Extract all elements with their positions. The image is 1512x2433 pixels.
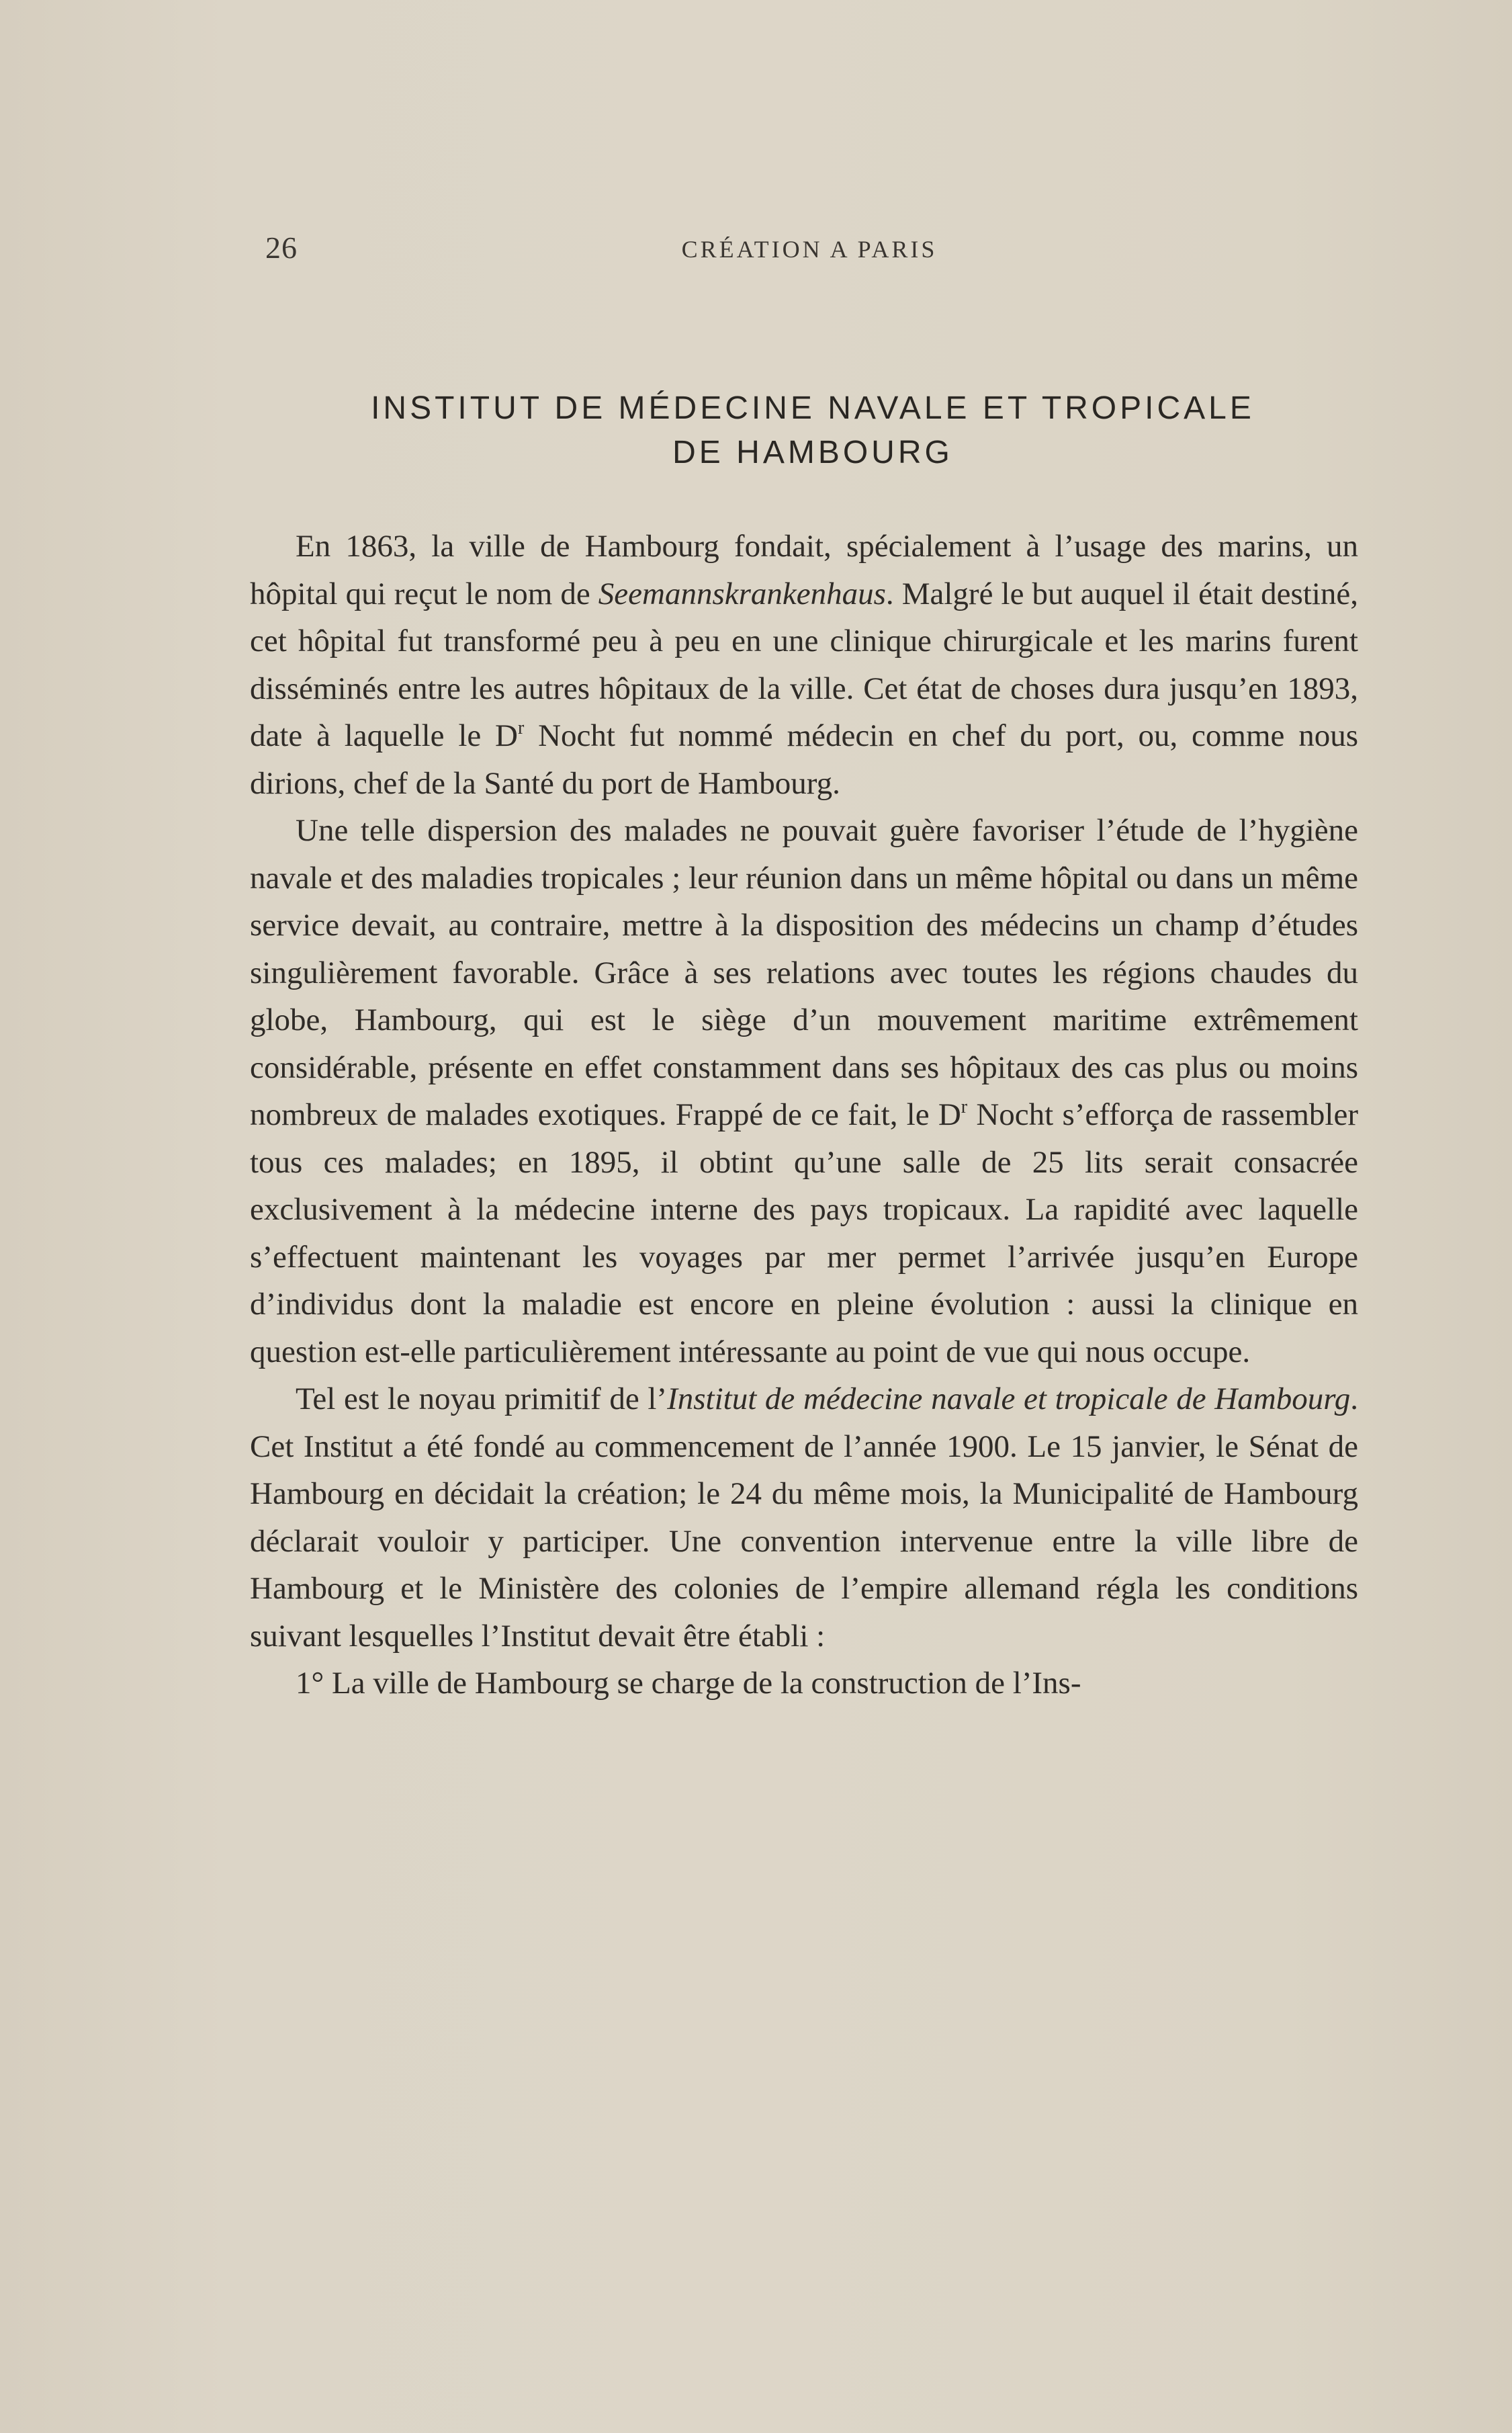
italic-institute-name: Institut de médecine navale et tropicale de Hambourg [667, 1381, 1351, 1416]
section-title [255, 386, 1370, 475]
text-run: Nocht fut nommé médecin en chef du port, ou, comme nous dirions, chef de la Santé du port de Hambourg. [250, 718, 1358, 801]
paragraph-3 [250, 1375, 1358, 1660]
section-title-line-2: DE HAMBOURG [672, 435, 953, 470]
page-number: 26 [265, 230, 298, 265]
text-run: . Cet Institut a été fondé au commencement de l’année 1900. Le 15 janvier, le Sénat de Hambourg en décidait la création; le 24 du même mois, la Municipalité de Hambourg déclarait vouloir y participer. Une convention intervenue entre la ville libre de Hambourg et le Ministère des colonies de l’empire allemand régla les conditions suivant lesquelles l’Institut devait être établi : [250, 1381, 1358, 1654]
superscript: r [517, 718, 525, 738]
paragraph-2 [250, 807, 1358, 1375]
text-run: Tel est le noyau primitif de l’ [296, 1381, 668, 1416]
section-title-line-1: INSTITUT DE MÉDECINE NAVALE ET TROPICALE [371, 390, 1255, 426]
italic-term: Seemannskrankenhaus [598, 576, 886, 611]
paragraph-4 [250, 1660, 1358, 1707]
body-text [250, 523, 1358, 1707]
superscript: r [961, 1097, 968, 1117]
running-head [265, 230, 1353, 270]
text-run: Nocht s’efforça de rassembler tous ces malades; en 1895, il obtint qu’une salle de 25 lits serait consacrée exclusivement à la médecine interne des pays tropicaux. La rapidité avec laquelle s’effectuent maintenant les voyages par mer permet l’arrivée jusqu’en Europe d’individus dont la maladie est encore en pleine évolution : aussi la clinique en question est-elle particulièrement intéressante au point de vue qui nous occupe. [250, 1097, 1358, 1369]
text-run: En 1863, la ville de Hambourg fondait, spécialement à l’usage des marins, un hôpital qui reçut le nom de [250, 529, 1358, 611]
text-run: 1° La ville de Hambourg se charge de la construction de l’Ins- [296, 1666, 1081, 1701]
text-run: Une telle dispersion des malades ne pouvait guère favoriser l’étude de l’hygiène navale et des maladies tropicales ; leur réunion dans un même hôpital ou dans un même service devait, au contraire, mettre à la disposition des médecins un champ d’études singulièrement favorable. Grâce à ses relations avec toutes les régions chaudes du globe, Hambourg, qui est le siège d’un mouvement maritime extrêmement considérable, présente en effet constamment dans ses hôpitaux des cas plus ou moins nombreux de malades exotiques. Frappé de ce fait, le D [250, 813, 1358, 1132]
running-title: CRÉATION A PARIS [681, 236, 938, 263]
paragraph-1 [250, 523, 1358, 807]
text-run: . Malgré le but auquel il était destiné, cet hôpital fut transformé peu à peu en une clinique chirurgicale et les marins furent disséminés entre les autres hôpitaux de la ville. Cet état de choses dura jusqu’en 1893, date à laquelle le D [250, 576, 1358, 753]
